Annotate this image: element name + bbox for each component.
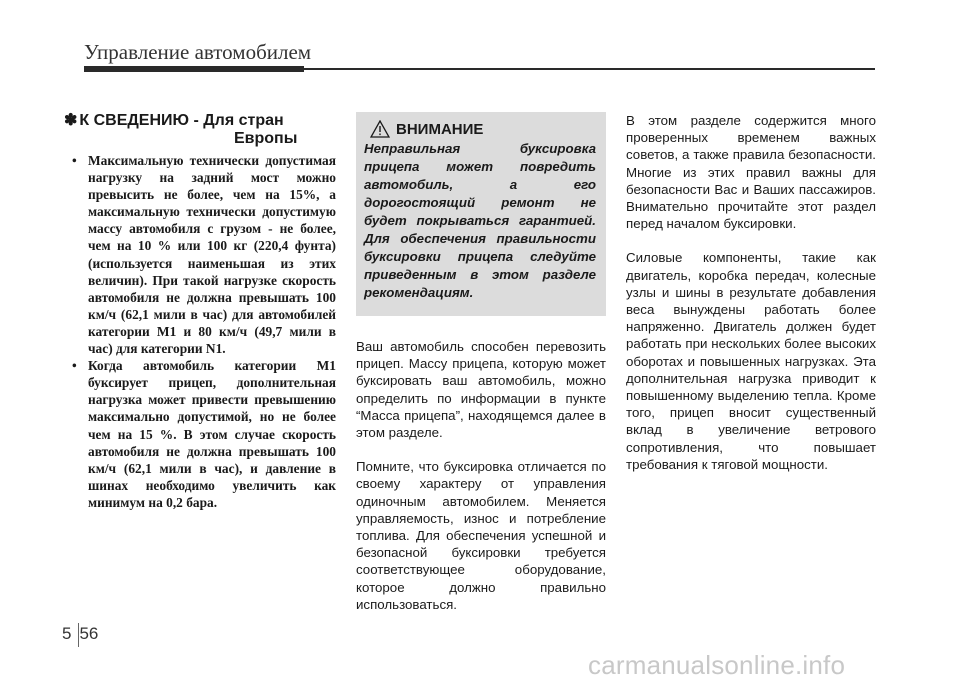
bullet-dot-icon: • <box>72 153 77 168</box>
star-icon: ✽ <box>64 112 78 129</box>
body-paragraph: Помните, что буксировка отличается по своему характеру от управления одиночным автомобилем. Меняется управляемость, износ и потребление топлива. Для обеспечения успешной и безопасной буксировки требуется соответствующее оборудование, которое должно правильно использоваться. <box>356 459 606 612</box>
warning-text: Неправильная буксировка прицепа может повредить автомобиль, а его дорогостоящий ремонт не будет покрываться гарантией. Для обеспечения правильности буксировки прицепа следуйте приведенным в этом разделе рекомендациям. <box>364 141 596 300</box>
header-rule-thick <box>84 66 304 72</box>
body-paragraph: Ваш автомобиль способен перевозить прицеп. Массу прицепа, которую может буксировать ваш автомобиль, можно определить по информации в пункте “Масса прицепа”, находящемся далее в этом разделе. <box>356 339 606 441</box>
warning-title: ВНИМАНИЕ <box>396 120 484 138</box>
section-title <box>64 112 336 148</box>
bullet-dot-icon: • <box>72 358 77 374</box>
section-title-main: К СВЕДЕНИЮ <box>79 112 190 129</box>
note-bullet-text: Когда автомобиль категории М1 буксирует прицеп, дополнительная нагрузка может привести превышению максимально допустимой, но не более чем на 15 %. В этом случае скорость автомобиля не должна превышать 100 км/ч (62,1 мили в час), и давление в шинах необходимо увеличить как минимум на 0,2 бара. <box>88 358 336 510</box>
column-middle <box>356 112 606 630</box>
page-number <box>62 624 98 644</box>
warning-box <box>356 112 606 316</box>
note-bullet-text: Максимальную технически допустимая нагрузку на задний мост можно превысить не более, чем на 15%, а максимальную технически допустимую массу автомобиля с грузом - не более, чем на 10 % или 100 кг (220,4 фунта) (используется наименьшая из этих величин). При такой нагрузке скорость автомобиля не должна превышать 100 км/ч (62,1 мили в час) для автомобилей категории М1 и 80 км/ч (49,7 мили в час) для категории N1. <box>88 153 336 357</box>
body-paragraph: Силовые компоненты, такие как двигатель, коробка передач, колесные узлы и шины в результате добавления веса вынуждены работать более напряженно. Двигатель должен будет работать при нескольких более высоких оборотах и повышенных нагрузках. Эта дополнительная нагрузка приводит к повышенному выделению тепла. Кроме того, прицеп вносит существенный вклад в увеличение ветрового сопротивления, что повышает требования к тяговой мощности. <box>626 250 876 472</box>
header-rule <box>84 66 875 72</box>
watermark: carmanualsonline.info <box>588 650 846 680</box>
warning-header <box>370 120 596 138</box>
note-bullet-item <box>64 152 336 357</box>
column-left <box>64 112 336 511</box>
section-title-rest: - Для стран <box>189 112 284 129</box>
chapter-number: 5 <box>62 624 72 643</box>
warning-triangle-icon <box>370 120 390 138</box>
section-title-line2: Европы <box>234 130 298 147</box>
page-number-divider <box>78 623 79 647</box>
note-bullet-list <box>64 152 336 511</box>
note-bullet-item <box>64 357 336 511</box>
page-header-title: Управление автомобилем <box>84 40 312 64</box>
page-number-value: 56 <box>79 624 99 643</box>
column-right <box>626 112 876 490</box>
body-paragraph: В этом разделе содержится много проверенных временем важных советов, а также правила безопасности. Многие из этих правил важны для безопасности Вас и Ваших пассажиров. Внимательно прочитайте этот раздел перед началом буксировки. <box>626 113 876 232</box>
header-rule-thin <box>304 68 875 70</box>
